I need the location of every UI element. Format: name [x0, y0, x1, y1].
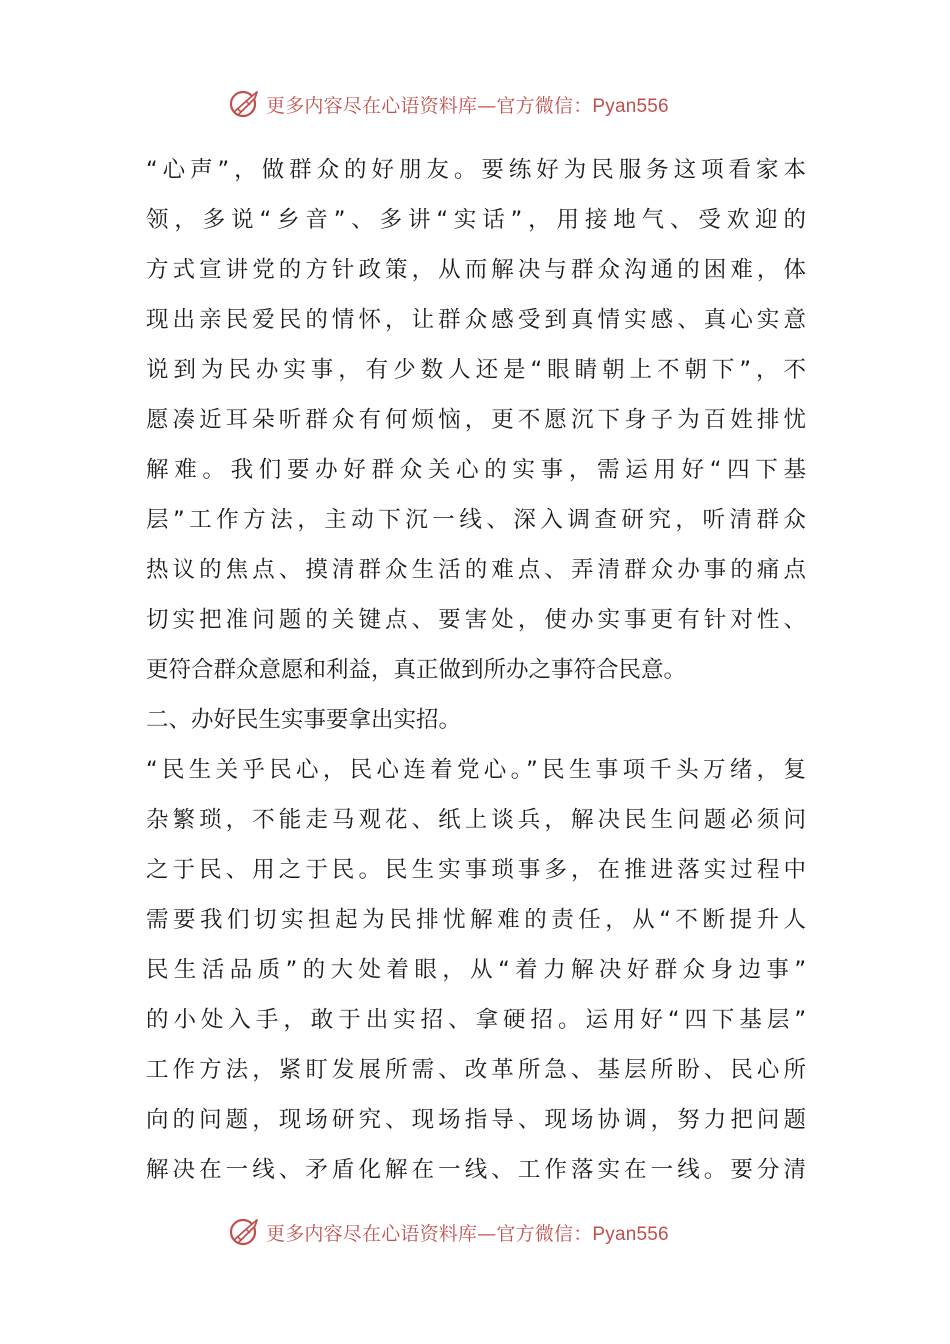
text-line: 层”工作方法，主动下沉一线、深入调查研究，听清群众	[146, 507, 806, 533]
header-banner	[0, 84, 950, 124]
text-line: 的小处入手，敢于出实招、拿硬招。运用好“四下基层”	[146, 1007, 806, 1033]
header-banner-content	[228, 84, 669, 124]
text-line: 民生活品质”的大处着眼，从“着力解决好群众身边事”	[146, 957, 806, 983]
text-line: 之于民、用之于民。民生实事琐事多，在推进落实过程中	[146, 857, 806, 883]
section-heading: 二、办好民生实事要拿出实招。	[146, 707, 462, 733]
text-line: 杂繁琐，不能走马观花、纸上谈兵，解决民生问题必须问	[146, 807, 806, 833]
footer-banner	[0, 1212, 950, 1252]
text-line: “心声”，做群众的好朋友。要练好为民服务这项看家本	[146, 157, 806, 183]
text-line: 更符合群众意愿和利益，真正做到所办之事符合民意。	[146, 657, 687, 683]
text-line: 需要我们切实担起为民排忧解难的责任，从“不断提升人	[146, 907, 806, 933]
document-body	[146, 145, 806, 1195]
text-line: 方式宣讲党的方针政策，从而解决与群众沟通的困难，体	[146, 257, 806, 283]
pen-logo-icon	[228, 87, 262, 121]
text-line: 向的问题，现场研究、现场指导、现场协调，努力把问题	[146, 1107, 806, 1133]
footer-wechat-id: Pyan556	[592, 1223, 669, 1245]
text-line: 说到为民办实事，有少数人还是“眼睛朝上不朝下”，不	[146, 357, 806, 383]
text-line: 愿凑近耳朵听群众有何烦恼，更不愿沉下身子为百姓排忧	[146, 407, 806, 433]
footer-banner-content	[228, 1212, 669, 1252]
pen-logo-icon	[228, 1215, 262, 1249]
header-wechat-id: Pyan556	[592, 95, 669, 117]
text-line: “民生关乎民心，民心连着党心。”民生事项千头万绪，复	[146, 757, 806, 783]
text-line: 现出亲民爱民的情怀，让群众感受到真情实感、真心实意	[146, 307, 806, 333]
text-line: 解难。我们要办好群众关心的实事，需运用好“四下基	[146, 457, 806, 483]
text-line: 切实把准问题的关键点、要害处，使办实事更有针对性、	[146, 607, 806, 633]
text-line: 热议的焦点、摸清群众生活的难点、弄清群众办事的痛点	[146, 557, 806, 583]
footer-banner-text: 更多内容尽在心语资料库—官方微信：Pyan556	[266, 1222, 669, 1245]
text-line: 领，多说“乡音”、多讲“实话”，用接地气、受欢迎的	[146, 207, 806, 233]
text-line: 解决在一线、矛盾化解在一线、工作落实在一线。要分清	[146, 1157, 806, 1183]
text-line: 工作方法，紧盯发展所需、改革所急、基层所盼、民心所	[146, 1057, 806, 1083]
header-banner-text: 更多内容尽在心语资料库—官方微信：Pyan556	[266, 94, 669, 117]
